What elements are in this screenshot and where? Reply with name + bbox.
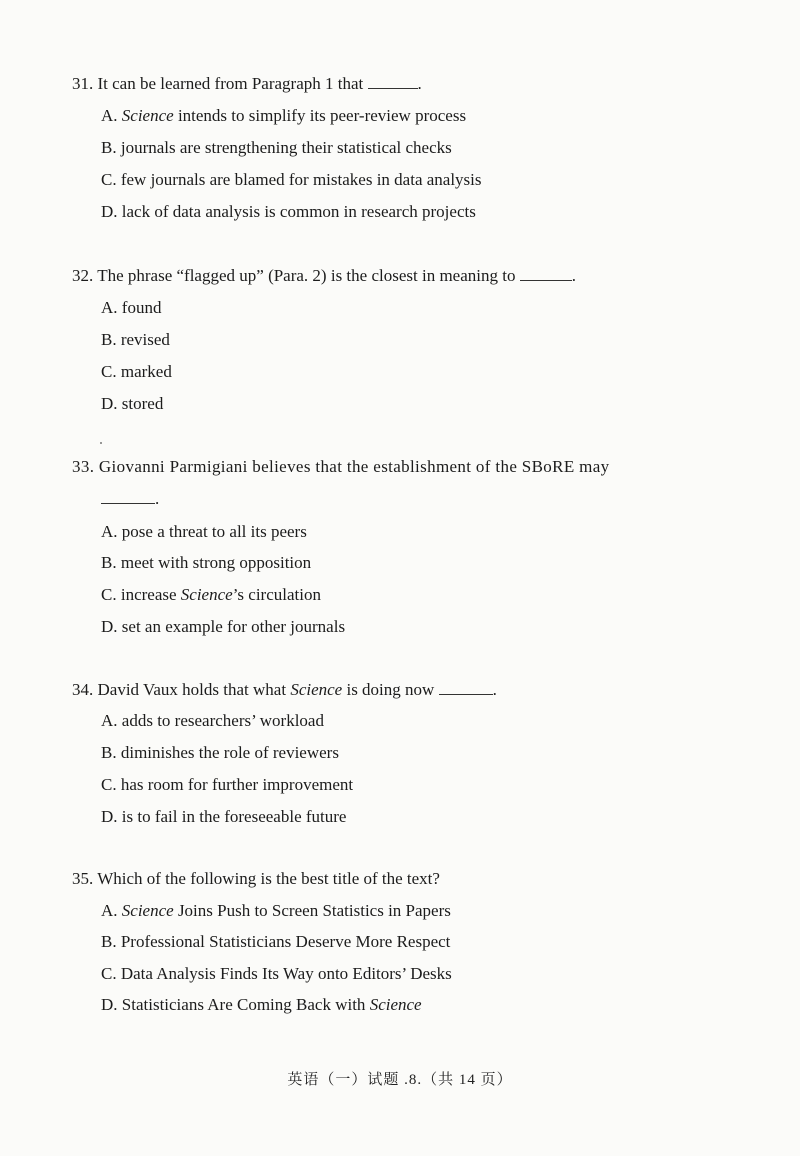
option-text: journals are strengthening their statistical checks bbox=[120, 138, 452, 157]
question-number: 31. bbox=[72, 74, 94, 93]
option-text: Professional Statisticians Deserve More Respect bbox=[120, 932, 451, 951]
option-letter: D. bbox=[101, 394, 118, 413]
stem-period: . bbox=[571, 266, 576, 285]
option-letter: B. bbox=[101, 743, 117, 762]
option-italic: Science bbox=[121, 901, 174, 920]
answer-blank bbox=[368, 74, 418, 89]
stem-text-suffix: is doing now bbox=[342, 680, 435, 699]
question-33-stem bbox=[72, 455, 702, 479]
option-text: marked bbox=[120, 362, 172, 381]
option-text: increase bbox=[120, 585, 181, 604]
option-d bbox=[101, 200, 476, 224]
option-c bbox=[101, 360, 172, 384]
option-c bbox=[101, 962, 452, 986]
option-text: few journals are blamed for mistakes in data analysis bbox=[120, 170, 482, 189]
option-letter: C. bbox=[101, 775, 117, 794]
stem-text: David Vaux holds that what bbox=[97, 680, 291, 699]
question-33-stem-blank-line bbox=[101, 487, 741, 511]
option-text: Joins Push to Screen Statistics in Papers bbox=[173, 901, 451, 920]
option-text: found bbox=[121, 298, 162, 317]
option-text: has room for further improvement bbox=[120, 775, 354, 794]
stem-text: It can be learned from Paragraph 1 that bbox=[97, 74, 364, 93]
option-d bbox=[101, 392, 163, 416]
option-text: stored bbox=[121, 394, 164, 413]
stem-period: . bbox=[492, 680, 497, 699]
option-italic: Science bbox=[369, 995, 422, 1014]
option-b bbox=[101, 136, 452, 160]
option-text: adds to researchers’ workload bbox=[121, 711, 324, 730]
question-number: 34. bbox=[72, 680, 94, 699]
option-letter: B. bbox=[101, 138, 117, 157]
option-text: lack of data analysis is common in research projects bbox=[121, 202, 476, 221]
scan-speck bbox=[100, 442, 102, 444]
stem-text: The phrase “flagged up” (Para. 2) is the closest in meaning to bbox=[97, 266, 516, 285]
option-italic: Science bbox=[180, 585, 233, 604]
option-letter: D. bbox=[101, 202, 118, 221]
question-number: 35. bbox=[72, 869, 94, 888]
footer-subject: 英语（一）试题 bbox=[287, 1072, 400, 1088]
option-text: revised bbox=[120, 330, 170, 349]
option-text: Data Analysis Finds Its Way onto Editors’ Desks bbox=[120, 964, 452, 983]
option-letter: C. bbox=[101, 362, 117, 381]
option-text-suffix: ’s circulation bbox=[232, 585, 321, 604]
option-a bbox=[101, 520, 307, 544]
option-letter: B. bbox=[101, 932, 117, 951]
question-31-stem bbox=[72, 72, 712, 96]
answer-blank bbox=[439, 680, 493, 695]
option-letter: C. bbox=[101, 585, 117, 604]
option-letter: D. bbox=[101, 617, 118, 636]
option-a bbox=[101, 104, 466, 128]
option-d bbox=[101, 993, 422, 1017]
option-text: meet with strong opposition bbox=[120, 553, 312, 572]
option-text: pose a threat to all its peers bbox=[121, 522, 307, 541]
option-c bbox=[101, 168, 482, 192]
stem-period: . bbox=[417, 74, 422, 93]
question-32-stem bbox=[72, 264, 712, 288]
option-letter: A. bbox=[101, 711, 118, 730]
option-a bbox=[101, 709, 324, 733]
option-c bbox=[101, 773, 353, 797]
option-d bbox=[101, 615, 345, 639]
footer-page: 8 bbox=[408, 1072, 418, 1088]
option-letter: C. bbox=[101, 170, 117, 189]
option-a bbox=[101, 296, 161, 320]
answer-blank bbox=[101, 489, 155, 504]
option-letter: A. bbox=[101, 106, 118, 125]
option-italic: Science bbox=[121, 106, 174, 125]
stem-text: Which of the following is the best title of the text? bbox=[97, 869, 440, 888]
option-b bbox=[101, 741, 339, 765]
option-b bbox=[101, 930, 450, 954]
answer-blank bbox=[520, 266, 572, 281]
option-d bbox=[101, 805, 346, 829]
option-b bbox=[101, 328, 170, 352]
question-35-stem bbox=[72, 867, 712, 891]
option-text: diminishes the role of reviewers bbox=[120, 743, 339, 762]
option-letter: D. bbox=[101, 807, 118, 826]
option-text: intends to simplify its peer-review process bbox=[173, 106, 467, 125]
question-number: 32. bbox=[72, 266, 94, 285]
option-letter: A. bbox=[101, 901, 118, 920]
option-letter: B. bbox=[101, 330, 117, 349]
stem-text: Giovanni Parmigiani believes that the establishment of the SBoRE may bbox=[98, 457, 610, 476]
option-letter: A. bbox=[101, 522, 118, 541]
page-footer bbox=[0, 1068, 800, 1089]
footer-total-pages: （共 14 页） bbox=[422, 1072, 513, 1088]
option-a bbox=[101, 899, 451, 923]
stem-period: . bbox=[155, 489, 160, 508]
stem-italic: Science bbox=[290, 680, 343, 699]
option-letter: A. bbox=[101, 298, 118, 317]
footer-page-number: .8. bbox=[404, 1072, 423, 1088]
option-text: Statisticians Are Coming Back with bbox=[121, 995, 370, 1014]
option-letter: D. bbox=[101, 995, 118, 1014]
option-c bbox=[101, 583, 321, 607]
option-b bbox=[101, 551, 311, 575]
question-34-stem bbox=[72, 678, 712, 702]
option-letter: B. bbox=[101, 553, 117, 572]
option-text: is to fail in the foreseeable future bbox=[121, 807, 347, 826]
option-letter: C. bbox=[101, 964, 117, 983]
option-text: set an example for other journals bbox=[121, 617, 346, 636]
question-number: 33. bbox=[72, 457, 95, 476]
